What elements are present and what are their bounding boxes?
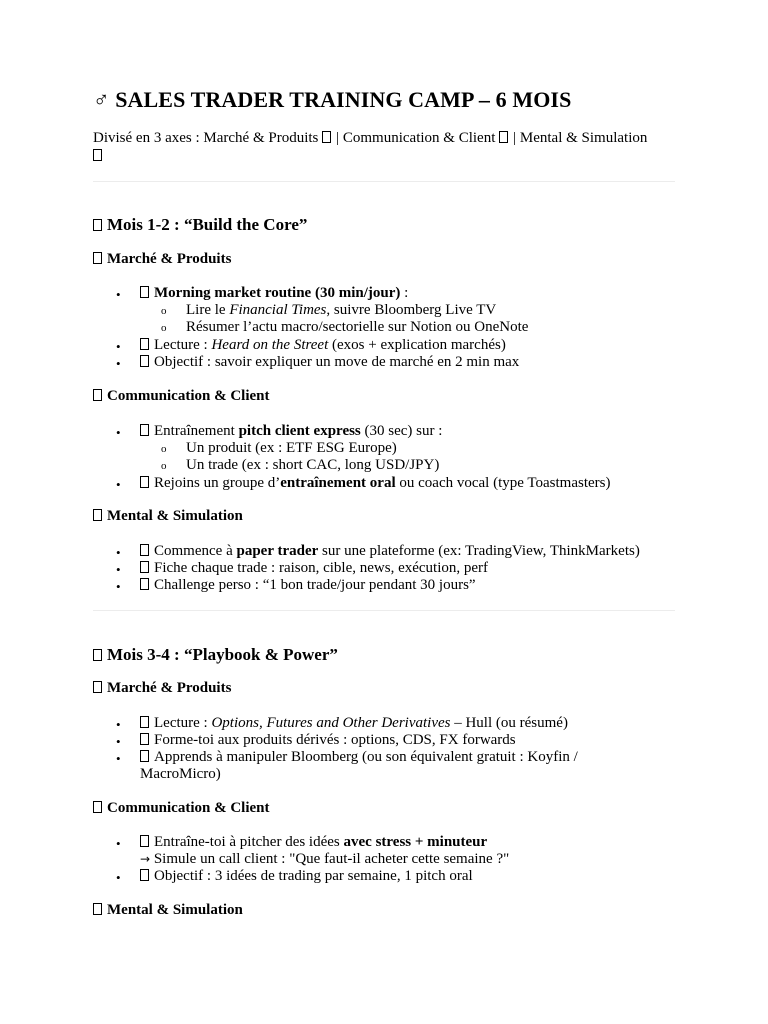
list-item-continuation: → Simule un call client : "Que faut-il acheter cette semaine ?" (140, 851, 510, 867)
missing-glyph-icon (140, 561, 149, 573)
sub-list-item: Un trade (ex : short CAC, long USD/JPY) (186, 457, 440, 473)
list-item: Objectif : savoir expliquer un move de marché en 2 min max (140, 354, 519, 371)
bullet-marker: • (116, 287, 121, 302)
list-item: Fiche chaque trade : raison, cible, news, exécution, perf (140, 560, 488, 577)
subheading-marche-produits: Marché & Produits (93, 251, 231, 268)
missing-glyph-icon (140, 750, 149, 762)
bullet-marker: • (116, 579, 121, 594)
bullet-marker: • (116, 339, 121, 354)
missing-glyph-icon (93, 149, 102, 161)
missing-glyph-icon (140, 286, 149, 298)
bullet-marker: • (116, 751, 121, 766)
subheading-mental-simulation: Mental & Simulation (93, 508, 243, 525)
missing-glyph-icon (140, 338, 149, 350)
bullet-marker: • (116, 477, 121, 492)
missing-glyph-icon (140, 476, 149, 488)
missing-glyph-icon (140, 578, 149, 590)
intro-text: Divisé en 3 axes : Marché & Produits (93, 130, 319, 146)
sub-bullet-marker: o (161, 305, 167, 317)
list-item: Morning market routine (30 min/jour) : (140, 285, 408, 302)
subheading-communication-client: Communication & Client (93, 800, 270, 817)
bullet-marker: • (116, 836, 121, 851)
arrow-right-icon: → (140, 852, 151, 866)
missing-glyph-icon (93, 509, 102, 521)
missing-glyph-icon (93, 252, 102, 264)
bullet-marker: • (116, 545, 121, 560)
intro-paragraph (93, 129, 678, 165)
missing-glyph-icon (140, 869, 149, 881)
missing-glyph-icon (93, 801, 102, 813)
list-item: Lecture : Options, Futures and Other Derivatives – Hull (ou résumé) (140, 715, 568, 732)
bullet-marker: • (116, 562, 121, 577)
missing-glyph-icon (140, 733, 149, 745)
missing-glyph-icon (140, 835, 149, 847)
missing-glyph-icon (93, 219, 102, 231)
missing-glyph-icon (93, 649, 102, 661)
list-item: Commence à paper trader sur une plateforme (ex: TradingView, ThinkMarkets) (140, 543, 640, 560)
bullet-marker: • (116, 425, 121, 440)
list-item: Apprends à manipuler Bloomberg (ou son équivalent gratuit : Koyfin / (140, 749, 578, 766)
subheading-marche-produits: Marché & Produits (93, 680, 231, 697)
bullet-marker: • (116, 717, 121, 732)
sub-bullet-marker: o (161, 460, 167, 472)
list-item: Challenge perso : “1 bon trade/jour pendant 30 jours” (140, 577, 476, 594)
page-title: ♂ SALES TRADER TRAINING CAMP – 6 MOIS (93, 87, 572, 112)
sub-list-item: Un produit (ex : ETF ESG Europe) (186, 440, 397, 456)
missing-glyph-icon (93, 903, 102, 915)
list-item-continuation: MacroMicro) (140, 766, 221, 782)
missing-glyph-icon (140, 424, 149, 436)
subheading-mental-simulation: Mental & Simulation (93, 902, 243, 919)
missing-glyph-icon (140, 544, 149, 556)
bullet-marker: • (116, 870, 121, 885)
section-title-mois-1-2: Mois 1-2 : “Build the Core” (93, 215, 307, 235)
list-item: Entraîne-toi à pitcher des idées avec stress + minuteur (140, 834, 487, 851)
bullet-marker: • (116, 734, 121, 749)
missing-glyph-icon (140, 355, 149, 367)
list-item: Lecture : Heard on the Street (exos + explication marchés) (140, 337, 506, 354)
missing-glyph-icon (499, 131, 508, 143)
missing-glyph-icon (93, 389, 102, 401)
sub-bullet-marker: o (161, 443, 167, 455)
intro-axis-3: | Mental & Simulation (513, 130, 648, 146)
subheading-communication-client: Communication & Client (93, 388, 270, 405)
list-item: Forme-toi aux produits dérivés : options, CDS, FX forwards (140, 732, 516, 749)
list-item: Rejoins un groupe d’entraînement oral ou coach vocal (type Toastmasters) (140, 475, 610, 492)
section-title-mois-3-4: Mois 3-4 : “Playbook & Power” (93, 645, 338, 665)
sub-list-item: Résumer l’actu macro/sectorielle sur Notion ou OneNote (186, 319, 529, 335)
missing-glyph-icon (93, 681, 102, 693)
list-item: Objectif : 3 idées de trading par semaine, 1 pitch oral (140, 868, 473, 885)
bullet-marker: • (116, 356, 121, 371)
intro-axis-2: | Communication & Client (336, 130, 496, 146)
sub-list-item: Lire le Financial Times, suivre Bloomberg Live TV (186, 302, 497, 318)
missing-glyph-icon (322, 131, 331, 143)
divider (93, 610, 675, 611)
missing-glyph-icon (140, 716, 149, 728)
divider (93, 181, 675, 182)
sub-bullet-marker: o (161, 322, 167, 334)
list-item: Entraînement pitch client express (30 sec) sur : (140, 423, 442, 440)
